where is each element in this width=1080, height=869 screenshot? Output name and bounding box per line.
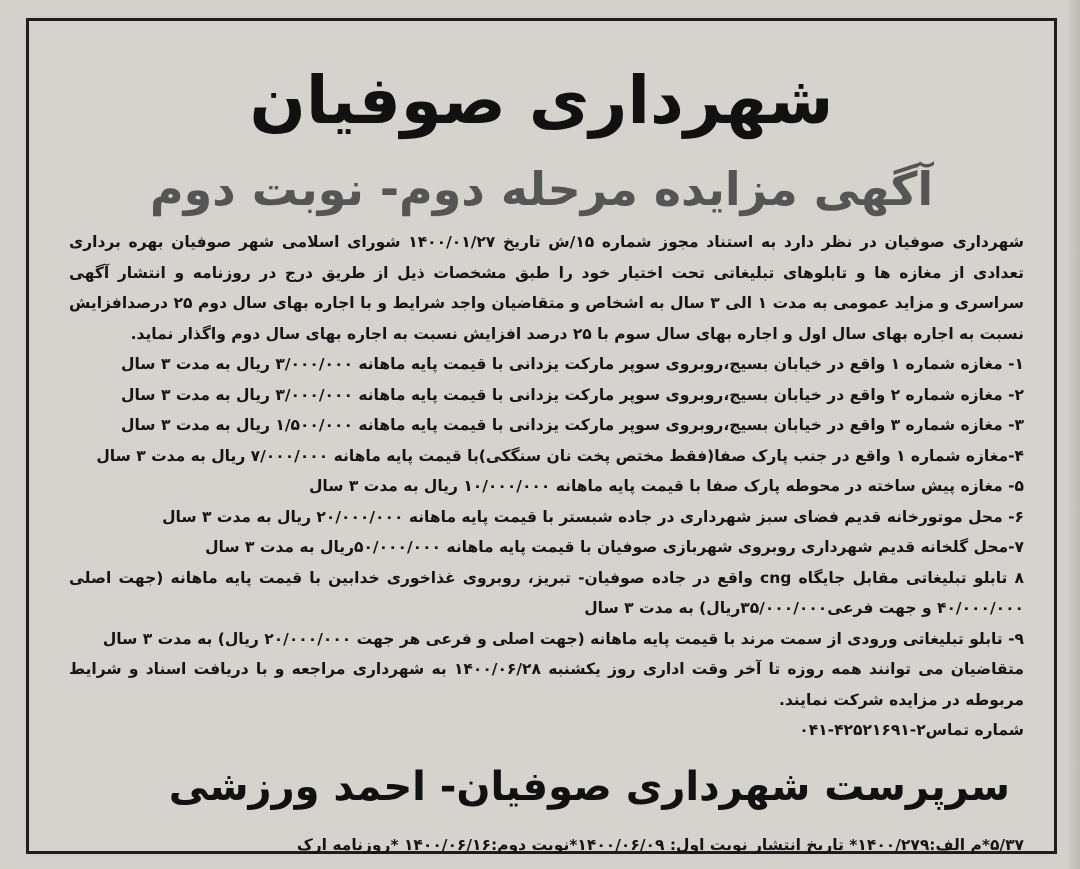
notice-title: شهرداری صوفیان (249, 62, 834, 139)
list-item: ۱- مغازه شماره ۱ واقع در خیابان بسیج،روبروی سوپر مارکت یزدانی با قیمت پایه ماهانه ۳/۰۰۰/۰۰۰ ریال به مدت ۳ سال (121, 355, 1024, 373)
list-item: ۵- مغازه پیش ساخته در محوطه پارک صفا با قیمت پایه ماهانه ۱۰/۰۰۰/۰۰۰ ریال به مدت ۳ سال (308, 477, 1024, 495)
list-item: ۶- محل موتورخانه قدیم فضای سبز شهرداری در جاده شبستر با قیمت پایه ماهانه ۲۰/۰۰۰/۰۰۰ ریال به مدت ۳ سال (162, 507, 1024, 526)
list-item: ۴-مغازه شماره ۱ واقع در جنب پارک صفا(فقط مختص پخت نان سنگکی)با قیمت پایه ماهانه ۷/۰۰۰/۰۰۰ ریال به مدت ۳ سال (96, 446, 1024, 465)
notice-body (69, 227, 1024, 746)
closing-paragraph: متقاضیان می توانند همه روزه تا آخر وقت اداری روز یکشنبه ۱۴۰۰/۰۶/۲۸ به شهرداری مراجعه و با دریافت اسناد و شرایط مربوطه در مزایده شرکت نمایند. (69, 660, 1024, 709)
list-item: ۲- مغازه شماره ۲ واقع در خیابان بسیج،روبروی سوپر مارکت یزدانی با قیمت پایه ماهانه ۳/۰۰۰/۰۰۰ ریال به مدت ۳ سال (121, 385, 1024, 404)
list-item: ۳- مغازه شماره ۳ واقع در خیابان بسیج،روبروی سوپر مارکت یزدانی با قیمت پایه ماهانه ۱/۵۰۰/۰۰۰ ریال به مدت ۳ سال (121, 416, 1024, 434)
publication-footer: ۵/۳۷*م الف:۱۴۰۰/۲۷۹* تاریخ انتشار نوبت اول: ۱۴۰۰/۰۶/۰۹*نوبت دوم:۱۴۰۰/۰۶/۱۶ *روزنامه ارک (296, 836, 1024, 854)
notice-subtitle: آگهی مزایده مرحله دوم- نوبت دوم (149, 162, 934, 216)
list-item: ۷-محل گلخانه قدیم شهرداری روبروی شهربازی صوفیان با قیمت پایه ماهانه ۵۰/۰۰۰/۰۰۰ریال به مدت ۳ سال (205, 538, 1024, 556)
list-item: ۸ تابلو تبلیغاتی مقابل جایگاه cng واقع در جاده صوفیان- تبریز، روبروی غذاخوری خدابین با قیمت پایه ماهانه (جهت اصلی ۴۰/۰۰۰/۰۰۰ و جهت فرعی۳۵/۰۰۰/۰۰۰ریال) به مدت ۳ سال (69, 568, 1024, 617)
scan-edge (1066, 0, 1080, 869)
intro-paragraph: شهرداری صوفیان در نظر دارد به استناد مجوز شماره ۱۵/ش تاریخ ۱۴۰۰/۰۱/۲۷ شورای اسلامی شهر صوفیان بهره برداری تعدادی از مغازه ها و تابلوهای تبلیغاتی تحت اختیار خود را طبق مشخصات ذیل از طریق درج در روزنامه و انتشار آگهی سراسری و مزاید عمومی به مدت ۱ الی ۳ سال به اشخاص و متقاضیان واجد شرایط و با اجاره بهای سال دوم ۲۵ درصدافزایش نسبت به اجاره بهای سال اول و اجاره بهای سال سوم با ۲۵ درصد افزایش نسبت به اجاره بهای سال دوم واگذار نماید. (69, 233, 1025, 343)
contact-line: شماره تماس۲-۴۲۵۲۱۶۹۱-۰۴۱ (799, 721, 1024, 739)
notice-frame (26, 18, 1057, 854)
list-item: ۹- تابلو تبلیغاتی ورودی از سمت مرند با قیمت پایه ماهانه (جهت اصلی و فرعی هر جهت ۲۰/۰۰۰/۰۰۰ ریال) به مدت ۳ سال (102, 629, 1024, 648)
signature: سرپرست شهرداری صوفیان- احمد ورزشی (168, 764, 1010, 810)
